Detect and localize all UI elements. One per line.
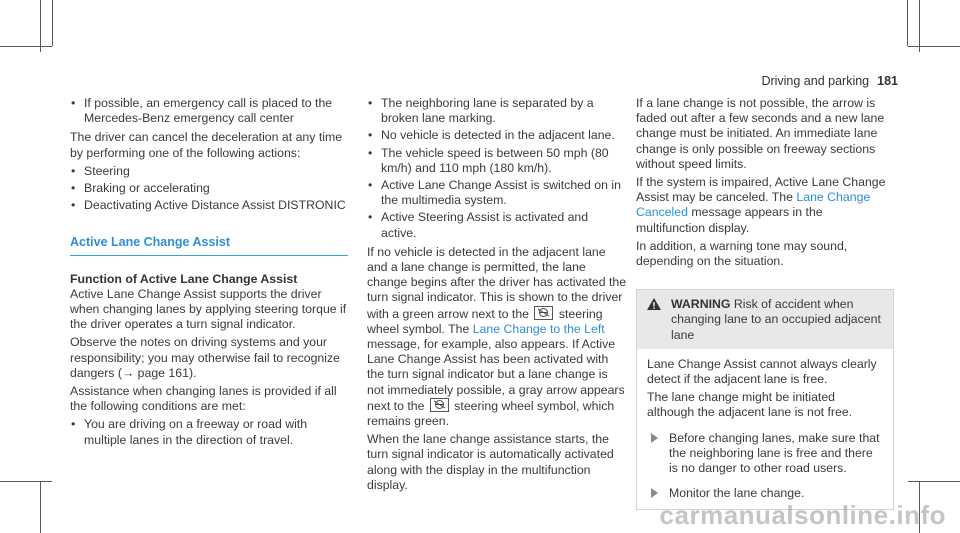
paragraph: The lane change might be initiated although the adjacent lane is not free. (647, 390, 853, 420)
crop-mark (0, 481, 52, 482)
paragraph: Assistance when changing lanes is provided if all the following conditions are met: (70, 384, 337, 414)
paragraph: Lane Change Assist cannot always clearly detect if the adjacent lane is free. (647, 356, 877, 387)
list-item: • Active Lane Change Assist is switched on in the multimedia system. (367, 178, 627, 208)
paragraph: The driver can cancel the deceleration at any time by performing one of the following actions: (70, 130, 343, 160)
crop-mark (0, 46, 52, 47)
text: message appears in the multifunction display. (636, 205, 823, 235)
paragraph: In addition, a warning tone may sound, depending on the situation. (636, 238, 848, 269)
column-2 (367, 96, 627, 496)
arrow-right-icon (651, 488, 658, 498)
text: message, for example, also appears. If Active Lane Change Assist has been activated with the turn signal indicator but a lane change is not immediately possible, a gray arrow appears next to the (367, 337, 625, 413)
arrow-right-icon (651, 433, 658, 443)
instruction-step (647, 431, 883, 477)
steering-wheel-icon (430, 398, 449, 412)
text: If no vehicle is detected in the adjacent lane and a lane change is permitted, the lane change begins after the driver has activated the turn signal indicator. This is shown to the driver with a green arrow next to the (367, 244, 627, 321)
crop-mark (907, 0, 908, 46)
section-title: Active Lane Change Assist (70, 235, 348, 255)
warning-body (637, 349, 893, 510)
list-item: • The neighboring lane is separated by a broken lane marking. (367, 96, 627, 126)
column-1 (70, 96, 348, 452)
bullet-list (70, 164, 348, 214)
watermark: carmanualsonline.info (659, 500, 946, 530)
bullet-list (70, 417, 348, 447)
list-item: • Deactivating Active Distance Assist DISTRONIC (70, 198, 348, 213)
list-item: • Braking or accelerating (70, 181, 348, 196)
crop-mark (919, 0, 920, 52)
paragraph: Observe the notes on driving systems and your responsibility; you may otherwise fail to recognize dangers (→ page 161). (70, 335, 340, 380)
message-link-lane-change-left[interactable]: Lane Change to the Left (472, 321, 605, 336)
warning-text: Risk of accident when changing lane to an occupied adjacent lane (671, 297, 881, 342)
list-item: • If possible, an emergency call is placed to the Mercedes-Benz emergency call center (70, 96, 348, 126)
column-3 (636, 96, 894, 510)
paragraph (367, 245, 627, 429)
paragraph: Active Lane Change Assist supports the driver when changing lanes by applying steering torque if the driver operates a turn signal indicator. (70, 286, 347, 332)
text: steering wheel symbol. The (367, 306, 603, 336)
bullet-list (367, 96, 627, 241)
warning-triangle-icon (647, 298, 661, 314)
text: If the system is impaired, Active Lane Change Assist may be canceled. The (636, 175, 886, 205)
paragraph: If a lane change is not possible, the arrow is faded out after a few seconds and a new lane change must be initiated. An immediate lane change is only possible on freeway sections without speed limits. (636, 96, 885, 171)
warning-label: WARNING (671, 297, 731, 312)
page-number: 181 (877, 74, 898, 88)
text: steering wheel symbol, which remains green. (367, 398, 615, 429)
subheading: Function of Active Lane Change Assist (70, 271, 298, 286)
list-item: • Active Steering Assist is activated and active. (367, 210, 627, 240)
step-text: Before changing lanes, make sure that the neighboring lane is free and there is no danger to other road users. (669, 430, 880, 476)
header-section: Driving and parking (761, 74, 870, 88)
list-item: • You are driving on a freeway or road with multiple lanes in the direction of travel. (70, 417, 348, 447)
crop-mark (40, 0, 41, 52)
warning-box (636, 289, 894, 510)
list-item: • Steering (70, 164, 348, 179)
steering-wheel-icon (534, 306, 553, 320)
page-header (761, 74, 898, 88)
list-item: • The vehicle speed is between 50 mph (80 km/h) and 110 mph (180 km/h). (367, 146, 627, 176)
warning-header (637, 290, 893, 349)
crop-mark (40, 481, 41, 533)
paragraph (636, 175, 894, 236)
message-link-lane-change-canceled[interactable]: Lane Change Canceled (636, 190, 871, 220)
crop-mark (908, 481, 960, 482)
list-item: • No vehicle is detected in the adjacent lane. (367, 128, 627, 143)
bullet-list (70, 96, 348, 126)
step-text: Monitor the lane change. (669, 486, 805, 501)
crop-mark (52, 0, 53, 46)
paragraph: When the lane change assistance starts, the turn signal indicator is automatically activated along with the display in the multifunction display. (367, 432, 614, 492)
crop-mark (908, 46, 960, 47)
